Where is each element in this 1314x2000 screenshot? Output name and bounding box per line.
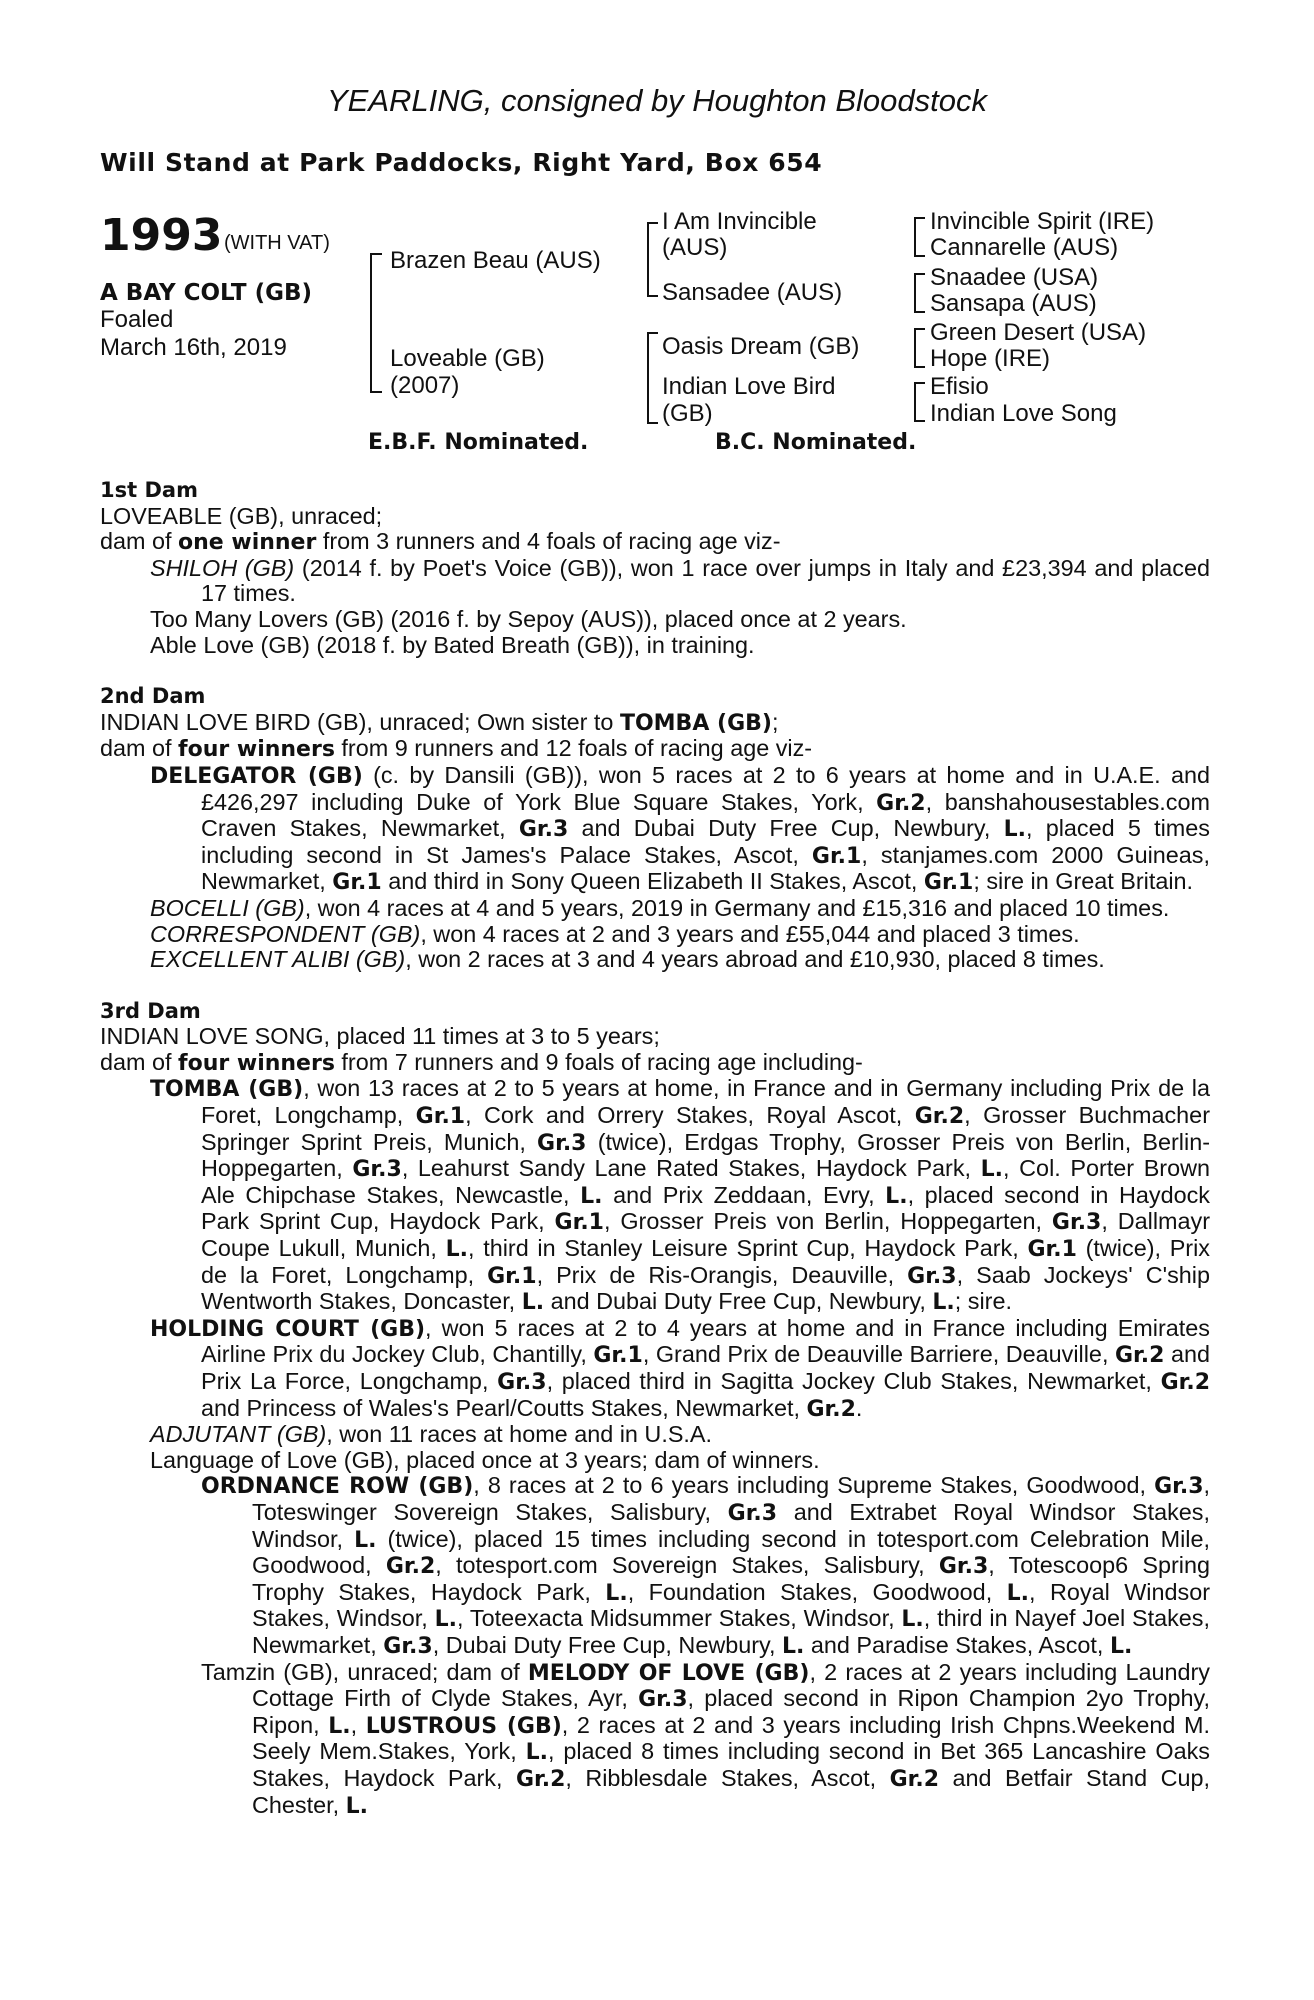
pedigree-dam: Loveable (GB)	[390, 345, 545, 372]
pedigree-brace	[370, 253, 382, 393]
page-header: YEARLING, consigned by Houghton Bloodstock	[327, 83, 987, 118]
vat-note: (WITH VAT)	[224, 232, 330, 254]
stand-location: Will Stand at Park Paddocks, Right Yard, Box 654	[100, 148, 823, 177]
produce-entry: HOLDING COURT (GB), won 5 races at 2 to 4 years at home and in France including Emirates Airline Prix du Jockey Club, Chantilly, Gr.1, Grand Prix de Deauville Barriere, Deauville, Gr.2 and Prix La Force, Longchamp, Gr.3, placed third in Sagitta Jockey Club Stakes, Newmarket, Gr.2 and Princess of Wales's Pearl/Coutts Stakes, Newmarket, Gr.2.	[150, 1314, 1210, 1422]
pedigree-brace	[647, 222, 658, 297]
pedigree-sire-sire-country: (AUS)	[662, 234, 728, 261]
foaled-label: Foaled	[100, 306, 174, 333]
pedigree-dam-dam-country: (GB)	[662, 400, 713, 427]
second-dam-heading: 2nd Dam	[100, 684, 206, 709]
produce-entry: Language of Love (GB), placed once at 3 years; dam of winners.	[150, 1446, 820, 1473]
produce-entry: Tamzin (GB), unraced; dam of MELODY OF LOVE (GB), 2 races at 2 years including Laundry Cottage Firth of Clyde Stakes, Ayr, Gr.3, placed second in Ripon Champion 2yo Trophy, Ripon, L., LUSTROUS (GB), 2 races at 2 and 3 years including Irish Chpns.Weekend M. Seely Mem.Stakes, York, L., placed 8 times including second in Bet 365 Lancashire Oaks Stakes, Haydock Park, Gr.2, Ribblesdale Stakes, Ascot, Gr.2 and Betfair Stand Cup, Chester, L.	[201, 1658, 1211, 1819]
pedigree-brace	[647, 332, 658, 424]
lot-number: 1993	[100, 210, 223, 261]
produce-entry: CORRESPONDENT (GB), won 4 races at 2 and 3 years and £55,044 and placed 3 times.	[150, 920, 1080, 947]
pedigree-g1: Invincible Spirit (IRE)	[930, 208, 1155, 235]
pedigree-dam-year: (2007)	[390, 372, 460, 399]
bc-nomination: B.C. Nominated.	[715, 430, 917, 455]
pedigree-g8: Indian Love Song	[930, 400, 1117, 427]
pedigree-brace	[914, 382, 925, 422]
pedigree-dam-sire: Oasis Dream (GB)	[662, 333, 860, 360]
first-dam-heading: 1st Dam	[100, 478, 198, 502]
pedigree-brace	[914, 217, 925, 257]
produce-entry: Able Love (GB) (2018 f. by Bated Breath (GB)), in training.	[150, 631, 755, 658]
produce-entry: ADJUTANT (GB), won 11 races at home and in U.S.A.	[150, 1421, 713, 1448]
second-dam-record: dam of four winners from 9 runners and 12 foals of racing age viz-	[100, 735, 813, 763]
first-dam-line: LOVEABLE (GB), unraced;	[100, 502, 383, 529]
produce-entry: Too Many Lovers (GB) (2016 f. by Sepoy (AUS)), placed once at 2 years.	[150, 605, 907, 632]
foaled-date: March 16th, 2019	[100, 334, 287, 361]
pedigree-brace	[914, 273, 925, 313]
pedigree-g7: Efisio	[930, 373, 989, 400]
pedigree-dam-dam: Indian Love Bird	[662, 373, 836, 400]
produce-entry: ORDNANCE ROW (GB), 8 races at 2 to 6 years including Supreme Stakes, Goodwood, Gr.3, Toteswinger Sovereign Stakes, Salisbury, Gr.3 and Extrabet Royal Windsor Stakes, Windsor, L. (twice), placed 15 times including second in totesport.com Celebration Mile, Goodwood, Gr.2, totesport.com Sovereign Stakes, Salisbury, Gr.3, Totescoop6 Spring Trophy Stakes, Haydock Park, L., Foundation Stakes, Goodwood, L., Royal Windsor Stakes, Windsor, L., Toteexacta Midsummer Stakes, Windsor, L., third in Nayef Joel Stakes, Newmarket, Gr.3, Dubai Duty Free Cup, Newbury, L. and Paradise Stakes, Ascot, L.	[201, 1472, 1210, 1659]
pedigree-g4: Sansapa (AUS)	[930, 290, 1097, 317]
pedigree-brace	[914, 328, 925, 368]
pedigree-sire-dam: Sansadee (AUS)	[662, 279, 843, 306]
pedigree-sire: Brazen Beau (AUS)	[390, 247, 601, 274]
ebf-nomination: E.B.F. Nominated.	[368, 430, 589, 455]
third-dam-line: INDIAN LOVE SONG, placed 11 times at 3 to 5 years;	[100, 1023, 660, 1050]
catalogue-body	[100, 478, 1210, 1819]
produce-entry: BOCELLI (GB), won 4 races at 4 and 5 years, 2019 in Germany and £15,316 and placed 10 times.	[150, 894, 1170, 921]
produce-entry: SHILOH (GB) (2014 f. by Poet's Voice (GB)), won 1 race over jumps in Italy and £23,394 and placed 17 times.	[150, 554, 1210, 607]
second-dam-line: INDIAN LOVE BIRD (GB), unraced; Own sister to TOMBA (GB);	[100, 708, 779, 736]
lot-name: A BAY COLT (GB)	[100, 280, 313, 306]
produce-entry: EXCELLENT ALIBI (GB), won 2 races at 3 and 4 years abroad and £10,930, placed 8 times.	[150, 946, 1105, 973]
first-dam-record: dam of one winner from 3 runners and 4 foals of racing age viz-	[100, 528, 781, 556]
pedigree-g6: Hope (IRE)	[930, 345, 1051, 372]
pedigree-g3: Snaadee (USA)	[930, 264, 1099, 291]
third-dam-record: dam of four winners from 7 runners and 9 foals of racing age including-	[100, 1048, 863, 1076]
pedigree-sire-sire: I Am Invincible	[662, 208, 817, 235]
third-dam-heading: 3rd Dam	[100, 998, 201, 1023]
pedigree-g2: Cannarelle (AUS)	[930, 234, 1119, 261]
pedigree-g5: Green Desert (USA)	[930, 319, 1147, 346]
produce-entry: TOMBA (GB), won 13 races at 2 to 5 years at home, in France and in Germany including Prix de la Foret, Longchamp, Gr.1, Cork and Orrery Stakes, Royal Ascot, Gr.2, Grosser Buchmacher Springer Sprint Preis, Munich, Gr.3 (twice), Erdgas Trophy, Grosser Preis von Berlin, Berlin-Hoppegarten, Gr.3, Leahurst Sandy Lane Rated Stakes, Haydock Park, L., Col. Porter Brown Ale Chipchase Stakes, Newcastle, L. and Prix Zeddaan, Evry, L., placed second in Haydock Park Sprint Cup, Haydock Park, Gr.1, Grosser Preis von Berlin, Hoppegarten, Gr.3, Dallmayr Coupe Lukull, Munich, L., third in Stanley Leisure Sprint Cup, Haydock Park, Gr.1 (twice), Prix de la Foret, Longchamp, Gr.1, Prix de Ris-Orangis, Deauville, Gr.3, Saab Jockeys' C'ship Wentworth Stakes, Doncaster, L. and Dubai Duty Free Cup, Newbury, L.; sire.	[150, 1075, 1210, 1316]
produce-entry: DELEGATOR (GB) (c. by Dansili (GB)), won 5 races at 2 to 6 years at home and in U.A.E. and £426,297 including Duke of York Blue Square Stakes, York, Gr.2, banshahousestables.com Craven Stakes, Newmarket, Gr.3 and Dubai Duty Free Cup, Newbury, L., placed 5 times including second in St James's Palace Stakes, Ascot, Gr.1, stanjames.com 2000 Guineas, Newmarket, Gr.1 and third in Sony Queen Elizabeth II Stakes, Ascot, Gr.1; sire in Great Britain.	[150, 761, 1210, 896]
